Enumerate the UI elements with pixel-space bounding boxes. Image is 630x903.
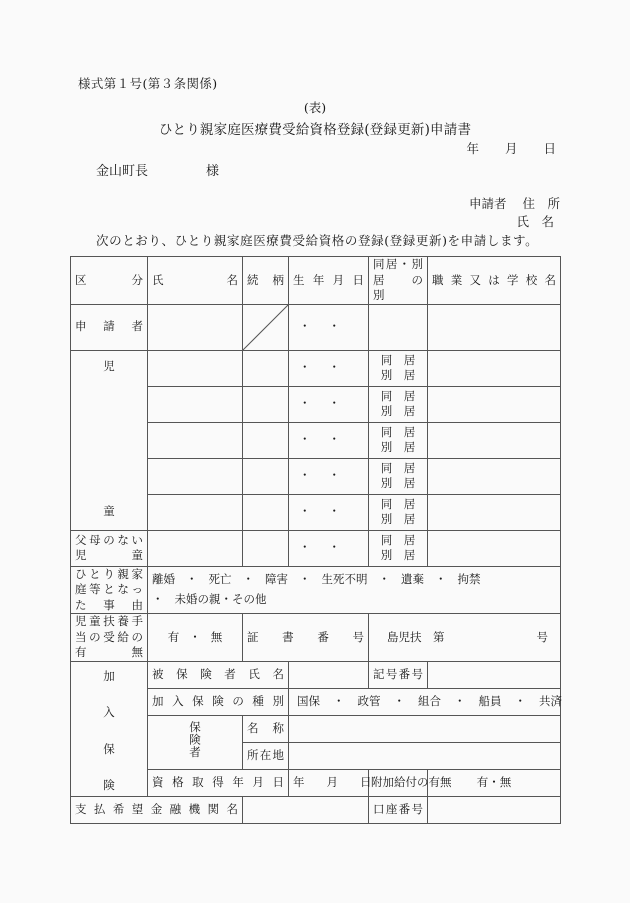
- applicant-name-cell[interactable]: [148, 304, 243, 350]
- bank-name-label: 支払希望金融機関名: [71, 796, 243, 823]
- bank-row: [71, 796, 561, 823]
- insured-name-row: [71, 661, 561, 688]
- reason-options-line2: ・ 未婚の親・その他: [152, 592, 267, 607]
- applicant-name-label: 氏 名: [516, 214, 554, 229]
- date-year-label: 年: [466, 141, 479, 156]
- reason-row: [71, 566, 561, 614]
- insurance-side-char-1: 加: [103, 668, 115, 683]
- child-residence-cell[interactable]: 同 居 別 居: [369, 494, 428, 530]
- child-row: [71, 350, 561, 386]
- child-occupation-cell[interactable]: [428, 458, 561, 494]
- symbol-number-label: 記号番号: [369, 661, 428, 688]
- orphan-residence-cell[interactable]: 同 居 別 居: [369, 530, 428, 566]
- child-birthdate-cell[interactable]: ・ ・: [289, 422, 369, 458]
- acquire-date-value[interactable]: 年 月 日: [289, 769, 369, 796]
- allowance-yesno-cell[interactable]: 有 ・ 無: [148, 614, 243, 662]
- insurance-type-label: 加入保険の種別: [148, 688, 289, 715]
- th-category: 区分: [71, 257, 148, 305]
- applicant-occupation-cell[interactable]: [428, 304, 561, 350]
- insurance-side-char-2: 入: [103, 705, 115, 720]
- allowance-row: [71, 614, 561, 662]
- cert-number-label-cell: 証書番号: [243, 614, 369, 662]
- insurer-side-label: 保険者: [148, 715, 243, 769]
- form-number: 様式第１号(第３条関係): [78, 76, 218, 91]
- applicant-relation-cell-struck: [243, 304, 289, 350]
- child-residence-cell[interactable]: 同 居 別 居: [369, 422, 428, 458]
- insurance-type-options[interactable]: 国保 ・ 政管 ・ 組合 ・ 船員 ・ 共済: [289, 688, 561, 715]
- extra-benefit-value[interactable]: 有・無: [428, 769, 561, 796]
- insurer-name-label: 名 称: [243, 715, 289, 742]
- th-birthdate: 生年月日: [289, 257, 369, 305]
- child-name-cell[interactable]: [148, 494, 243, 530]
- account-number-value[interactable]: [428, 796, 561, 823]
- insurer-address-value[interactable]: [289, 742, 561, 769]
- child-residence-cell[interactable]: 同 居 別 居: [369, 458, 428, 494]
- child-name-cell[interactable]: [148, 386, 243, 422]
- child-label-cell: [71, 350, 148, 530]
- extra-benefit-label: 附加給付の有無: [369, 769, 428, 796]
- child-relation-cell[interactable]: [243, 422, 289, 458]
- application-table: [70, 256, 561, 824]
- insurance-side-char-4: 険: [103, 778, 115, 793]
- applicant-row-label: 申請者: [71, 304, 148, 350]
- allowance-row-label: 児童扶養手 当の受給の 有無: [71, 614, 148, 662]
- cert-number-value-cell[interactable]: [369, 614, 561, 662]
- child-name-cell[interactable]: [148, 458, 243, 494]
- insurance-side-char-3: 保: [103, 741, 115, 756]
- cert-number-line: 島児扶 第 号: [387, 629, 548, 644]
- applicant-name-line: [0, 212, 554, 230]
- child-birthdate-cell[interactable]: ・ ・: [289, 350, 369, 386]
- child-name-cell[interactable]: [148, 350, 243, 386]
- child-label-bottom: 童: [103, 504, 115, 519]
- addressee-honorific: 様: [206, 164, 220, 179]
- date-month-label: 月: [504, 141, 518, 156]
- account-number-label: 口座番号: [369, 796, 428, 823]
- side-mark: (表): [303, 100, 327, 115]
- orphan-row-label: 父母のない 児 童: [71, 530, 148, 566]
- child-relation-cell[interactable]: [243, 494, 289, 530]
- table-header-row: [71, 257, 561, 305]
- reason-options-line1: 離婚 ・ 死亡 ・ 障害 ・ 生死不明 ・ 遺棄 ・ 拘禁: [152, 571, 481, 586]
- insurer-address-label: 所在地: [243, 742, 289, 769]
- insurance-side-label-cell: [71, 661, 148, 796]
- child-name-cell[interactable]: [148, 422, 243, 458]
- applicant-birthdate-cell[interactable]: ・ ・: [289, 304, 369, 350]
- child-residence-cell[interactable]: 同 居 別 居: [369, 350, 428, 386]
- intro-text: 次のとおり、ひとり親家庭医療費受給資格の登録(登録更新)を申請します。: [96, 233, 539, 248]
- diagonal-strike-icon: [243, 305, 288, 350]
- insured-name-value[interactable]: [289, 661, 369, 688]
- document-title: ひとり親家庭医療費受給資格登録(登録更新)申請書: [158, 122, 472, 138]
- date-day-label: 日: [543, 141, 556, 156]
- addressee-name: 金山町長: [96, 164, 149, 179]
- date-line: [0, 139, 556, 157]
- child-birthdate-cell[interactable]: ・ ・: [289, 458, 369, 494]
- applicant-address-label: 住 所: [522, 196, 560, 211]
- insured-name-label: 被保険者氏名: [148, 661, 289, 688]
- reason-options-cell[interactable]: [148, 566, 561, 614]
- child-occupation-cell[interactable]: [428, 350, 561, 386]
- child-birthdate-cell[interactable]: ・ ・: [289, 494, 369, 530]
- orphan-occupation-cell[interactable]: [428, 530, 561, 566]
- th-relation: 続柄: [243, 257, 289, 305]
- bank-name-value[interactable]: [243, 796, 369, 823]
- child-relation-cell[interactable]: [243, 458, 289, 494]
- applicant-row: [71, 304, 561, 350]
- orphan-relation-cell[interactable]: [243, 530, 289, 566]
- applicant-residence-cell[interactable]: [369, 304, 428, 350]
- child-relation-cell[interactable]: [243, 350, 289, 386]
- th-occupation: 職業又は学校名: [428, 257, 561, 305]
- orphan-birthdate-cell[interactable]: ・ ・: [289, 530, 369, 566]
- child-label-top: 児: [103, 358, 115, 373]
- symbol-number-value[interactable]: [428, 661, 561, 688]
- acquire-date-label: 資格取得年月日: [148, 769, 289, 796]
- orphan-name-cell[interactable]: [148, 530, 243, 566]
- reason-row-label: ひとり親家 庭等となっ た事由: [71, 566, 148, 614]
- insurer-name-value[interactable]: [289, 715, 561, 742]
- addressee-line: [96, 160, 219, 179]
- child-relation-cell[interactable]: [243, 386, 289, 422]
- applicant-label: 申請者: [468, 196, 507, 211]
- child-residence-cell[interactable]: 同 居 別 居: [369, 386, 428, 422]
- th-residence: 同居・別 居 の 別: [369, 257, 428, 305]
- child-occupation-cell[interactable]: [428, 422, 561, 458]
- orphan-row: [71, 530, 561, 566]
- child-birthdate-cell[interactable]: ・ ・: [289, 386, 369, 422]
- child-occupation-cell[interactable]: [428, 494, 561, 530]
- child-occupation-cell[interactable]: [428, 386, 561, 422]
- applicant-address-line: [0, 194, 560, 212]
- th-name: 氏名: [148, 257, 243, 305]
